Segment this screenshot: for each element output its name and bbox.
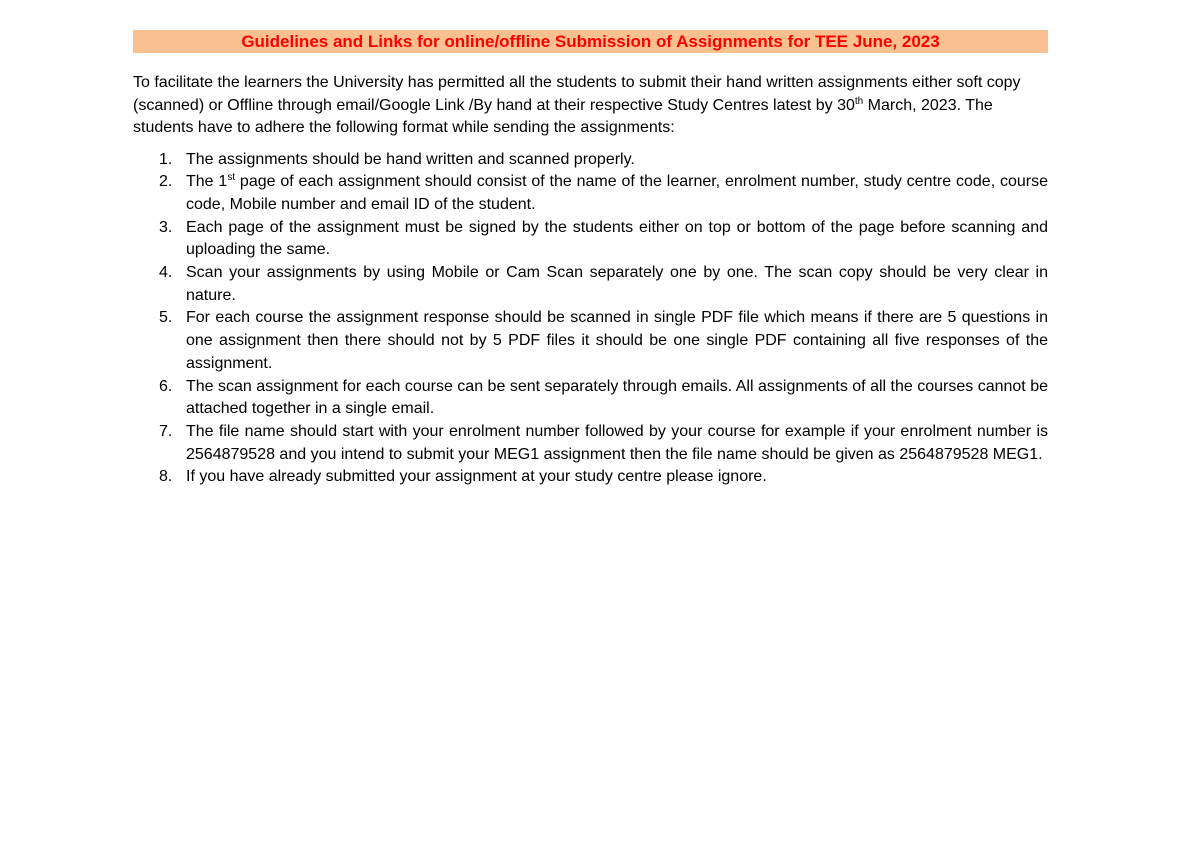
list-item-number: 2. xyxy=(159,173,173,191)
page-title: Guidelines and Links for online/offline Submission of Assignments for TEE June, 2023 xyxy=(241,32,940,51)
list-item-text: The scan assignment for each course can be sent separately through emails. All assignments of all the courses cannot be attached together in a single email. xyxy=(186,377,1048,418)
list-item xyxy=(133,149,1048,172)
list-item-number: 4. xyxy=(159,264,173,282)
list-item-text: If you have already submitted your assignment at your study centre please ignore. xyxy=(186,468,767,486)
list-item-number: 1. xyxy=(159,150,173,168)
list-item-text: The file name should start with your enrolment number followed by your course for example if your enrolment number is 2564879528 and you intend to submit your MEG1 assignment then the file name should be given as 2564879528 MEG1. xyxy=(186,422,1048,463)
intro-paragraph xyxy=(133,72,1048,140)
list-item-number: 7. xyxy=(159,422,173,440)
intro-text-part1: To facilitate the learners the University has permitted all the students to submit their hand written assignments either soft copy (scanned) or Offline through email/Google Link /By hand at their respective Study Centres latest by 30 xyxy=(133,74,1021,114)
list-item xyxy=(133,217,1048,262)
list-item-number: 3. xyxy=(159,218,173,236)
list-item xyxy=(133,466,1048,489)
list-item xyxy=(133,307,1048,375)
list-item xyxy=(133,421,1048,466)
intro-text-part2: March, 2023. The students have to adhere the following format while sending the assignments: xyxy=(133,96,993,136)
list-item-number: 5. xyxy=(159,309,173,327)
list-item-text: The assignments should be hand written and scanned properly. xyxy=(186,150,635,168)
document-page xyxy=(133,30,1048,489)
list-item xyxy=(133,262,1048,307)
guidelines-list xyxy=(133,149,1048,490)
list-item-text: The 1 xyxy=(186,173,228,191)
list-item xyxy=(133,376,1048,421)
intro-superscript: th xyxy=(854,95,864,107)
list-item-text: page of each assignment should consist of the name of the learner, enrolment number, study centre code, course code, Mobile number and email ID of the student. xyxy=(186,173,1048,213)
title-banner xyxy=(133,30,1048,53)
list-item-text: Scan your assignments by using Mobile or Cam Scan separately one by one. The scan copy should be very clear in nature. xyxy=(186,264,1048,304)
list-item-text: For each course the assignment response should be scanned in single PDF file which means if there are 5 questions in one assignment then there should not by 5 PDF files it should be one single PDF containing all five responses of the assignment. xyxy=(186,309,1048,372)
list-item-superscript: st xyxy=(227,172,236,184)
list-item xyxy=(133,171,1048,216)
list-item-number: 8. xyxy=(159,468,173,486)
list-item-text: Each page of the assignment must be signed by the students either on top or bottom of the page before scanning and uploading the same. xyxy=(186,218,1048,259)
list-item-number: 6. xyxy=(159,377,173,395)
